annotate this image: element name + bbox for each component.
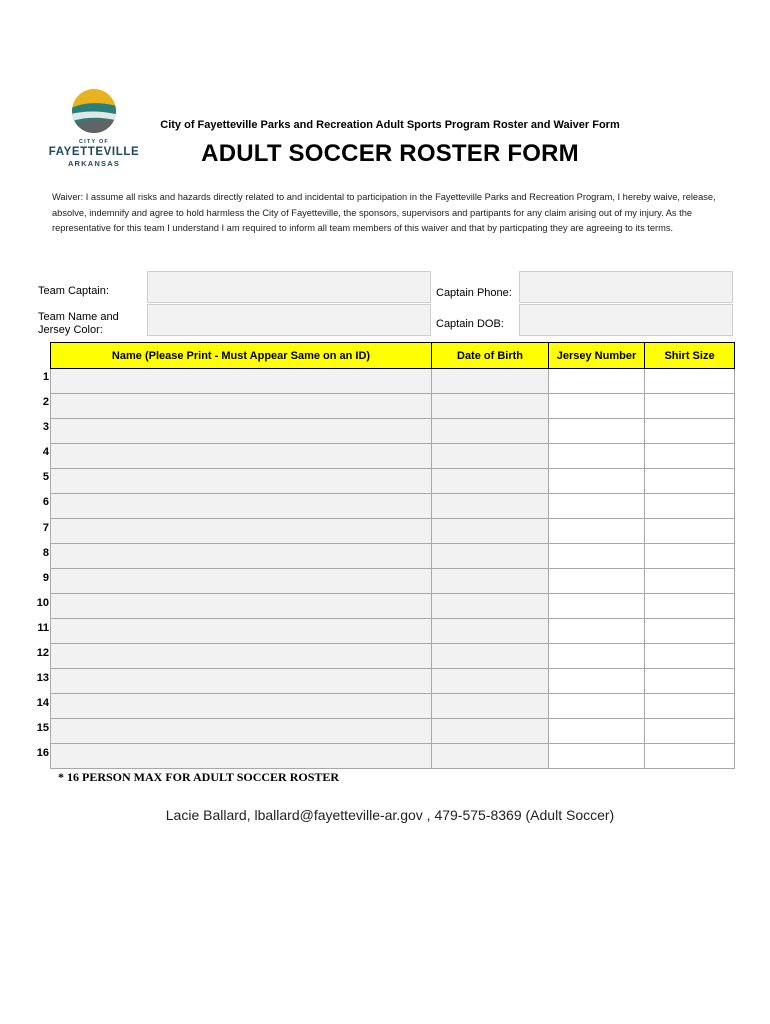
shirt-cell[interactable] xyxy=(645,619,735,644)
jersey-cell[interactable] xyxy=(549,594,645,619)
name-cell[interactable] xyxy=(51,719,432,744)
logo-city-name: FAYETTEVILLE xyxy=(48,146,140,158)
shirt-cell[interactable] xyxy=(645,394,735,419)
captain-dob-field[interactable] xyxy=(519,304,733,336)
row-number: 2 xyxy=(42,396,49,409)
table-row xyxy=(51,494,735,519)
row-number: 16 xyxy=(36,747,49,760)
name-cell[interactable] xyxy=(51,444,432,469)
name-cell[interactable] xyxy=(51,694,432,719)
header-name: Name (Please Print - Must Appear Same on an ID) xyxy=(51,343,432,369)
name-cell[interactable] xyxy=(51,469,432,494)
table-row xyxy=(51,694,735,719)
table-row xyxy=(51,519,735,544)
jersey-cell[interactable] xyxy=(549,544,645,569)
team-captain-label: Team Captain: xyxy=(38,285,109,297)
shirt-cell[interactable] xyxy=(645,544,735,569)
jersey-cell[interactable] xyxy=(549,469,645,494)
row-number: 12 xyxy=(36,647,49,660)
team-name-label-line2: Jersey Color: xyxy=(38,324,103,336)
roster-max-note: * 16 PERSON MAX FOR ADULT SOCCER ROSTER xyxy=(58,770,340,784)
shirt-cell[interactable] xyxy=(645,644,735,669)
jersey-cell[interactable] xyxy=(549,619,645,644)
jersey-cell[interactable] xyxy=(549,744,645,769)
roster-header-row xyxy=(51,343,735,369)
row-number: 14 xyxy=(36,697,49,710)
shirt-cell[interactable] xyxy=(645,719,735,744)
name-cell[interactable] xyxy=(51,494,432,519)
table-row xyxy=(51,644,735,669)
form-subtitle: City of Fayetteville Parks and Recreation Adult Sports Program Roster and Waiver Form xyxy=(160,119,620,131)
name-cell[interactable] xyxy=(51,544,432,569)
dob-cell[interactable] xyxy=(432,719,549,744)
row-number: 1 xyxy=(42,371,49,383)
name-cell[interactable] xyxy=(51,619,432,644)
captain-phone-field[interactable] xyxy=(519,271,733,303)
shirt-cell[interactable] xyxy=(645,694,735,719)
table-row xyxy=(51,669,735,694)
shirt-cell[interactable] xyxy=(645,369,735,394)
shirt-cell[interactable] xyxy=(645,669,735,694)
logo-city-of: CITY OF xyxy=(79,139,109,145)
row-number: 8 xyxy=(42,546,49,559)
name-cell[interactable] xyxy=(51,644,432,669)
form-title: ADULT SOCCER ROSTER FORM xyxy=(201,140,579,167)
shirt-cell[interactable] xyxy=(645,469,735,494)
shirt-cell[interactable] xyxy=(645,744,735,769)
table-row xyxy=(51,569,735,594)
dob-cell[interactable] xyxy=(432,494,549,519)
jersey-cell[interactable] xyxy=(549,669,645,694)
row-number: 10 xyxy=(36,596,49,609)
row-number: 3 xyxy=(42,421,49,434)
table-row xyxy=(51,369,735,394)
dob-cell[interactable] xyxy=(432,669,549,694)
jersey-cell[interactable] xyxy=(549,569,645,594)
header-shirt: Shirt Size xyxy=(645,343,735,369)
jersey-cell[interactable] xyxy=(549,694,645,719)
dob-cell[interactable] xyxy=(432,419,549,444)
dob-cell[interactable] xyxy=(432,544,549,569)
table-row xyxy=(51,744,735,769)
table-row xyxy=(51,394,735,419)
shirt-cell[interactable] xyxy=(645,519,735,544)
shirt-cell[interactable] xyxy=(645,494,735,519)
jersey-cell[interactable] xyxy=(549,369,645,394)
table-row xyxy=(51,619,735,644)
header-jersey: Jersey Number xyxy=(549,343,645,369)
logo-state: ARKANSAS xyxy=(67,159,121,168)
jersey-cell[interactable] xyxy=(549,419,645,444)
jersey-cell[interactable] xyxy=(549,719,645,744)
dob-cell[interactable] xyxy=(432,394,549,419)
captain-phone-label: Captain Phone: xyxy=(436,287,512,299)
captain-dob-label: Captain DOB: xyxy=(436,318,504,330)
name-cell[interactable] xyxy=(51,669,432,694)
dob-cell[interactable] xyxy=(432,594,549,619)
dob-cell[interactable] xyxy=(432,469,549,494)
shirt-cell[interactable] xyxy=(645,569,735,594)
jersey-cell[interactable] xyxy=(549,519,645,544)
dob-cell[interactable] xyxy=(432,519,549,544)
contact-info: Lacie Ballard, lballard@fayetteville-ar.gov , 479-575-8369 (Adult Soccer) xyxy=(165,807,615,823)
table-row xyxy=(51,444,735,469)
row-number: 4 xyxy=(42,446,49,459)
row-number: 15 xyxy=(36,722,49,735)
name-cell[interactable] xyxy=(51,394,432,419)
dob-cell[interactable] xyxy=(432,369,549,394)
shirt-cell[interactable] xyxy=(645,444,735,469)
team-name-field[interactable] xyxy=(147,304,431,336)
table-row xyxy=(51,719,735,744)
row-number: 11 xyxy=(37,621,49,634)
table-row xyxy=(51,544,735,569)
table-row xyxy=(51,419,735,444)
name-cell[interactable] xyxy=(51,519,432,544)
name-cell[interactable] xyxy=(51,744,432,769)
row-number: 6 xyxy=(42,496,49,509)
header-dob: Date of Birth xyxy=(432,343,549,369)
dob-cell[interactable] xyxy=(432,744,549,769)
team-captain-field[interactable] xyxy=(147,271,431,303)
name-cell[interactable] xyxy=(51,569,432,594)
jersey-cell[interactable] xyxy=(549,394,645,419)
team-name-label-line1: Team Name and xyxy=(38,311,119,323)
shirt-cell[interactable] xyxy=(645,594,735,619)
row-number: 9 xyxy=(42,571,49,584)
name-cell[interactable] xyxy=(51,594,432,619)
dob-cell[interactable] xyxy=(432,619,549,644)
dob-cell[interactable] xyxy=(432,444,549,469)
roster-table xyxy=(50,342,735,769)
row-numbers xyxy=(33,367,49,769)
waiver-text: Waiver: I assume all risks and hazards directly related to and incidental to participation in the Fayetteville Parks and Recreation Program, I hereby waive, release, absolve, indemnify and agree to hold harmless the City of Fayetteville, the sponsors, supervisors and partipants for any claim arising out of my injury. As the representative for this team I understand I am required to inform all team members of this waiver and that by particpating they are agreeing to its terms. xyxy=(52,192,716,233)
jersey-cell[interactable] xyxy=(549,494,645,519)
dob-cell[interactable] xyxy=(432,569,549,594)
jersey-cell[interactable] xyxy=(549,644,645,669)
dob-cell[interactable] xyxy=(432,694,549,719)
dob-cell[interactable] xyxy=(432,644,549,669)
name-cell[interactable] xyxy=(51,419,432,444)
row-number: 13 xyxy=(36,672,49,685)
table-row xyxy=(51,594,735,619)
table-row xyxy=(51,469,735,494)
jersey-cell[interactable] xyxy=(549,444,645,469)
name-cell[interactable] xyxy=(51,369,432,394)
team-name-label xyxy=(38,311,119,337)
row-number: 5 xyxy=(42,471,49,484)
row-number: 7 xyxy=(42,521,49,534)
shirt-cell[interactable] xyxy=(645,419,735,444)
